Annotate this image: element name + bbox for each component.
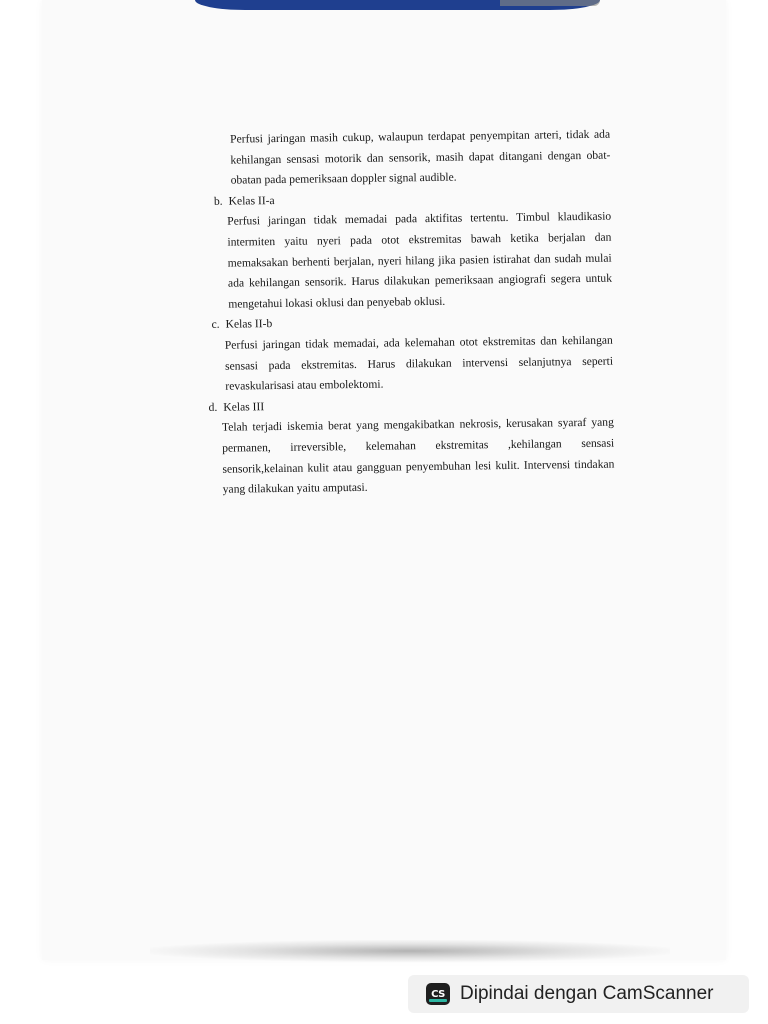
list-item-body: Perfusi jaringan tidak memadai pada aktifitas tertentu. Timbul klaudikasio intermiten yaitu nyeri pada otot ekstremitas bawah ketika berjalan dan memaksakan berhenti berjalan, nyeri hilang jika pasien istirahat dan sudah mulai ada kehilangan sensorik. Harus dilakukan pemeriksaan angiografi segera untuk mengetahui lokasi oklusi dan penyebab oklusi. — [227, 210, 613, 311]
camscanner-logo-icon — [426, 983, 450, 1005]
camscanner-logo-accent — [429, 999, 447, 1002]
camscanner-logo-text: CS — [431, 988, 445, 1000]
list-marker: c. — [211, 318, 220, 332]
list-item-body: Telah terjadi iskemia berat yang mengakibatkan nekrosis, kerusakan syaraf yang permanen, irreversible, kelemahan ekstremitas ,kehilangan sensasi sensorik,kelainan kulit atau gangguan penyembuhan lesi kulit. Intervensi tindakan yang dilakukan yaitu amputasi. — [221, 415, 615, 496]
list-item-kelas-iib — [202, 310, 613, 398]
camscanner-watermark — [408, 975, 749, 1013]
list-item-kelas-iia — [201, 186, 613, 315]
list-heading-text: Kelas II-a — [228, 193, 275, 208]
list-marker: d. — [208, 400, 218, 414]
list-heading-text: Kelas II-b — [225, 317, 273, 332]
list-heading-text: Kelas III — [223, 399, 265, 414]
camscanner-label: Dipindai dengan CamScanner — [460, 983, 714, 1004]
bottom-page-shadow — [150, 940, 670, 962]
intro-paragraph: Perfusi jaringan masih cukup, walaupun terdapat penyempitan arteri, tidak ada kehilangan sensasi motorik dan sensorik, masih dapat ditangani dengan obat-obatan pada pemeriksaan doppler signal audible. — [230, 127, 611, 187]
list-marker: b. — [213, 194, 223, 208]
list-item-body: Perfusi jaringan tidak memadai, ada kelemahan otot ekstremitas dan kehilangan sensasi pada ekstremitas. Harus dilakukan intervensi selanjutnya seperti revaskularisasi atau embolektomi. — [224, 333, 614, 393]
list-item-kelas-iii — [204, 392, 615, 500]
top-binding-edge — [500, 0, 600, 6]
document-content — [200, 125, 615, 501]
